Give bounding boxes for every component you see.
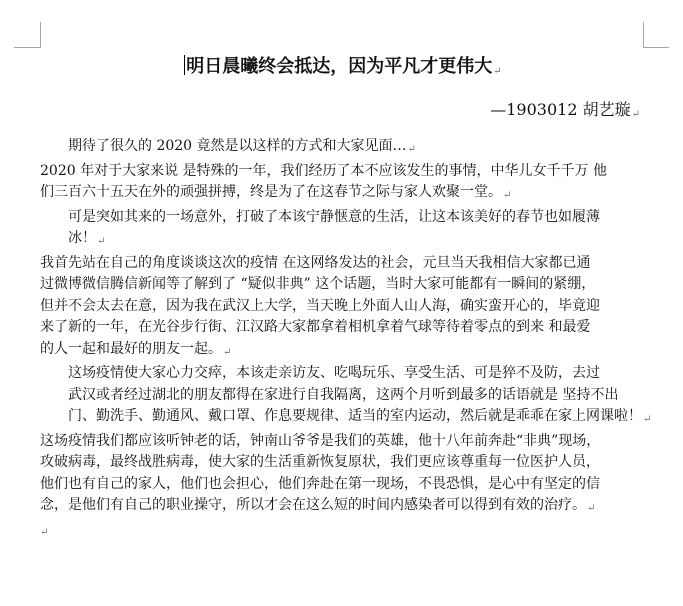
document-page[interactable] (40, 52, 652, 544)
paragraph-mark-icon: ↵ (587, 503, 596, 514)
paragraph-line-text: 念，是他们有自己的职业操守，所以才会在这么短的时间内感染者可以得到有效的治疗。 (40, 497, 586, 513)
crop-mark-top-left-vertical (40, 22, 41, 48)
empty-paragraph-line[interactable] (40, 522, 644, 544)
paragraph-line-text: 这场疫情我们都应该听钟老的话，钟南山爷爷是我们的英雄，他十八年前奔赴“非典”现场， (40, 432, 601, 449)
paragraph-mark-icon: ↵ (223, 346, 232, 358)
body-paragraph[interactable] (40, 363, 652, 431)
paragraph-line-text: 2020 年对于大家来说 是特殊的一年，我们经历了本不应该发生的事情，中华儿女千千万 他 (40, 162, 607, 179)
paragraph-line-text: 们三百六十五天在外的顽强拼搏，终是为了在这春节之际与家人欢聚一堂。 (40, 184, 502, 200)
paragraph-line (40, 431, 644, 453)
paragraph-line-text: 冰！ (68, 230, 96, 246)
crop-mark-top-left-horizontal (14, 47, 40, 48)
paragraph-line (40, 136, 644, 161)
paragraph-line (40, 406, 652, 431)
body-paragraph[interactable] (40, 207, 644, 253)
paragraph-line-text: 但并不会太去在意，因为我在武汉上大学，当天晚上外面人山人海，确实蛮开心的，毕竟迎 (40, 297, 600, 314)
body-paragraph[interactable] (40, 253, 644, 364)
paragraph-mark-icon: ↵ (407, 144, 416, 155)
paragraph-mark-icon: ↵ (40, 526, 49, 538)
paragraph-line (40, 207, 644, 229)
paragraph-mark-icon: ↵ (503, 190, 512, 201)
paragraph-line-text: 期待了很久的 2020 竟然是以这样的方式和大家见面… (68, 138, 407, 154)
paragraph-line (40, 296, 644, 318)
paragraph-line-text: 我首先站在自己的角度谈谈这次的疫情 在这网络发达的社会，元旦当天我相信大家都已通 (40, 254, 591, 271)
document-author-line[interactable] (40, 97, 644, 128)
paragraph-line-text: 可是突如其来的一场意外，打破了本该宁静惬意的生活，让这本该美好的春节也如履薄 (68, 208, 600, 225)
document-title: 明日晨曦终会抵达，因为平凡才更伟大 (186, 56, 493, 77)
document-body[interactable] (40, 136, 652, 520)
paragraph-line-text: 过微博微信腾信新闻等了解到了 “疑似非典” 这个话题，当时大家可能都有一瞬间的紧绷， (40, 276, 596, 292)
paragraph-line-text: 武汉或者经过湖北的朋友都得在家进行自我隔离，这两个月听到最多的话语就是 坚持不出 (68, 386, 619, 403)
paragraph-line (40, 253, 644, 275)
paragraph-line-text: 门、勤洗手、勤通风、戴口罩、作息要规律、适当的室内运动，然后就是乖乖在家上网课啦！ (68, 408, 642, 424)
paragraph-line (40, 452, 644, 474)
body-paragraph[interactable] (40, 136, 644, 161)
paragraph-line (40, 363, 644, 385)
document-title-line[interactable] (40, 52, 644, 87)
paragraph-line (40, 228, 644, 253)
paragraph-mark-icon: ↵ (97, 236, 106, 247)
paragraph-mark-icon: ↵ (643, 414, 652, 425)
document-author: —1903012 胡艺璇 (490, 100, 631, 119)
paragraph-line (40, 161, 644, 183)
paragraph-line (40, 182, 644, 207)
paragraph-line (40, 317, 644, 339)
paragraph-line (40, 385, 644, 407)
crop-mark-top-right-horizontal (643, 47, 669, 48)
body-paragraph[interactable] (40, 161, 644, 207)
paragraph-line-text: 的人一起和最好的朋友一起。 (40, 340, 222, 357)
paragraph-line-text: 这场疫情使大家心力交瘁，本该走亲访友、吃喝玩乐、享受生活、可是猝不及防，去过 (68, 365, 600, 381)
crop-mark-top-right-vertical (643, 22, 644, 48)
paragraph-line (40, 274, 644, 296)
paragraph-line-text: 来了新的一年，在光谷步行街、江汉路大家都拿着相机拿着气球等待着零点的到来 和最爱 (40, 319, 591, 335)
paragraph-line-text: 攻破病毒，最终战胜病毒，使大家的生活重新恢复原状，我们更应该尊重每一位医护人员， (40, 454, 600, 470)
body-paragraph[interactable] (40, 431, 644, 520)
paragraph-line (40, 495, 644, 520)
paragraph-line (40, 339, 644, 364)
paragraph-mark-icon: ↵ (631, 109, 640, 120)
paragraph-mark-icon: ↵ (493, 66, 502, 77)
paragraph-line (40, 474, 644, 496)
paragraph-line-text: 他们也有自己的家人，他们也会担心，他们奔赴在第一现场，不畏恐惧，是心中有坚定的信 (40, 475, 600, 492)
